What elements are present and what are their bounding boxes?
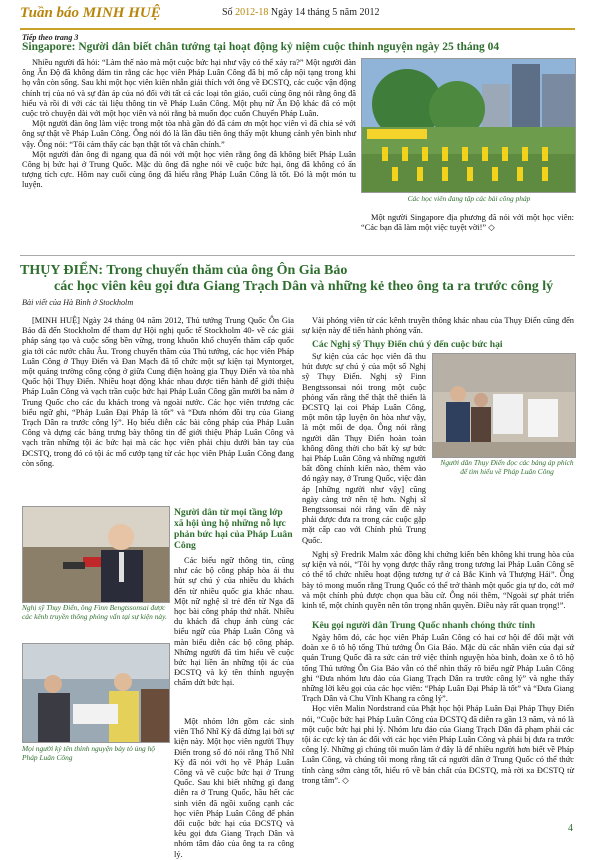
practice-photo: [361, 58, 576, 193]
article2-awaken-text: Ngày hôm đó, các học viên Pháp Luân Công có hai cơ hội để đối mặt với đoàn xe ô tô hộ tống Thủ tướng Ôn Gia Bảo. Mặc dù các nhân viên của đại sứ quán Trung Quốc đã ra sức cản trở việc thỉnh nguyện hòa bình, đoàn xe ô tô hộ tống Thủ tướng Ôn Gia Bảo vẫn có thể nhìn thấy rõ biểu ngữ Pháp Luân Công ghi “Đưa nhóm lưu đảo của Giang Trạch Dân ra trước công lý” và nghe thấy những lời kêu gọi của các học viên: “Pháp Luân Đại Pháp là tốt” và “Đưa Giang Trạch Dân và Chu Vĩnh Khang ra công lý”. Học viên Malin Nordstrand của Phật học hội Pháp Luân Đại Pháp Thụy Điển nói, “Cuộc bức hại Pháp Luân Công của ĐCSTQ đã diễn ra gần 13 năm, và nó là một cuộc bức hại phi lý. Nhóm lưu đảo của Giang Trạch Dân đã phạm phải các tội ác cực kỳ tàn ác đối với các học viên Pháp Luân Công và phải bị đưa ra trước công lý. Những gì chúng tôi muốn làm ở đây là để nhiều người hơn biết về Pháp Luân Công, và chúng tôi mong rằng tất cả người dân ở Trung Quốc có thể thức tỉnh càng sớm càng tốt, hiểu rõ về bản chất của ĐCSTQ, mà rời xa ĐCSTQ từ trong tâm”. ◇: [302, 633, 574, 785]
article2-headline-line1: THỤY ĐIỂN: Trong chuyến thăm của ông Ôn Gia Bảo: [20, 263, 348, 278]
issue-date: Ngày 14 tháng 5 năm 2012: [268, 7, 380, 18]
issue-number: 2012-18: [235, 7, 269, 18]
page-number: 4: [568, 823, 573, 834]
article2-mps-text: Sự kiện của các học viên đã thu hút được sự chú ý của một số Nghị sỹ Thụy Điển. Nghị sỹ Finn Bengtssonsai nói trong một cuộc phỏng vấn rằng thế thật thê thiến là ĐCSTQ lại coi Pháp Luân Công, một môn tập luyện ôn hòa như vậy, là một mối đe dọa. Ông nói rằng người dân Thụy Điển hoàn toàn không đồng thời cho bất kỳ sự bức hại Pháp Luân Công và những người bất đồng chính kiến nào, thêm vào đó ngày nay, ở Trung Quốc, việc đàn áp [những người như vậy] cũng ngày càng trở nên tệ hơn. Nghị sĩ Bengtssonsai nói rằng vấn đề này phải được đưa ra trong các cuộc gặp mặt cấp cao với Chính phủ Trung Quốc.: [302, 352, 426, 545]
posters-caption: Người dân Thụy Điển đọc các bảng áp phích để tìm hiểu về Pháp Luân Công: [440, 458, 574, 476]
article2-paragraph: [MINH HUỆ] Ngày 24 tháng 04 năm 2012, Thủ tướng Trung Quốc Ôn Gia Bảo đã đến Stockholm để tham dự Hội nghị quốc tế Stockholm 40- về các giải pháp sáng tạo và cuộc sống bền vững, trong khuôn khổ chuyến thăm cấp quốc gia tới các nước châu Âu. Trong chuyến thăm của Thủ tướng, các học viên Pháp Luân Công ở Thụy Điển và Đan Mạch đã tổ chức một sự kiện tại Myntorget, một quảng trường công cộng ở giữa Cung điện hoàng gia Thụy Điển và tòa nhà Quốc hội Thụy Điển. Nhiều hoạt động khác nhau được tiến hành để giới thiệu Pháp Luân Công và vạch trần cuộc bức hại Pháp Luân Công gần mười ba năm ở Trung Quốc cho các du khách trong và ngoài nước. Các học viên trương các biểu ngữ ghi, “Pháp Luân Đại Pháp là tốt” và “Đưa nhóm đồi trụ của Giang Trạch Dân ra trước công lý”. Họ biểu diễn các bài công pháp của Pháp Luân Công và dựng các bảng trưng bày thông tin để giới thiệu Pháp Luân Công và vạch trần những tội ác bức hại mà các học viên phải chịu dưới bàn tay của ĐCSTQ, trong đó có tội ác mổ cướp tạng từ các học viên Pháp Luân Công đang còn sống.: [22, 316, 294, 468]
practice-photo-caption: Các học viên đang tập các bài công pháp: [407, 194, 531, 203]
article2-headline-line2: các học viên kêu gọi đưa Giang Trạch Dân và những kẻ theo ông ta ra trước công lý: [54, 279, 554, 294]
article1-headline: Singapore: Người dân biết chân tướng tại hoạt động kỷ niệm cuộc thỉnh nguyện ngày 25 tháng 04: [22, 41, 500, 53]
article1-paragraph: Một người đàn ông đi ngang qua đã nói với một học viên rằng ông đã không biết Pháp Luân Công bị bức hại ở Trung Quốc. Mặc dù ông đã nghe nói về cuộc bức hại, ông đã không có ấn tượng tích cực. Hôm nay cuối cùng ông đã hiểu rằng Pháp Luân Công là tốt. Đó là một món tu luyện.: [22, 149, 356, 190]
article2-intro: [22, 316, 294, 469]
issue-label: Số: [222, 7, 236, 18]
mp-interview-photo: [22, 506, 170, 603]
article2-media-text: Vài phóng viên từ các kênh truyền thông khác nhau của Thụy Điển cũng đến sự kiện này để tiến hành phỏng vấn.: [302, 316, 574, 336]
article2-malm-text: Nghị sỹ Fredrik Malm xác đồng khi chứng kiến bên không khi trung hòa của sự kiện và nói, “Tôi hy vọng được thấy rằng trong tương lai Pháp Luân Công sẽ có thể tổ chức nhiều hoạt động tương tự ở cả Bắc Kinh và Thượng Hải”. Ông bày tỏ mong muốn rằng Trung Quốc có thể trở thành một quốc gia tự do, cởi mở và một chính phủ được chọn qua bầu cử. Ông nói thêm, “Ngoài sự phát triển kinh tế, một chính quyền nên tôn trọng nhân quyền. Điều này rất quan trọng!”.: [302, 550, 574, 611]
posters-photo: [432, 353, 576, 458]
article2-students-text: Một nhóm lớn gồm các sinh viên Thổ Nhĩ Kỳ đã dừng lại bởi sự kiện này. Một học viên người Thụy Điển trong số đó nói rằng Thổ Nhĩ Kỳ đã nói với họ về Pháp Luân Công và về cuộc bức hại ở Trung Quốc. Sau khi biết những gì đang diễn ra ở Trung Quốc, hầu hết các sinh viên đã ngồi xuống cạnh các học viên Pháp Luân Công để phản đối cuộc bức hại của ĐCSTQ và kêu gọi đưa Giang Trạch Dân và nhóm tâm đảo của ông ta ra công lý.: [174, 717, 294, 859]
continued-note: Tiếp theo trang 3: [22, 33, 79, 42]
petition-caption: Mọi người ký tên thỉnh nguyện bày tỏ ủng hộ Pháp Luân Công: [22, 744, 155, 762]
article2-subhead-support: Người dân từ mọi tầng lớp xã hội ủng hộ những nỗ lực phản bức hại của Pháp Luân Công: [174, 507, 293, 551]
article-divider: [20, 255, 575, 256]
newsletter-title: Tuần báo MINH HUỆ: [20, 5, 161, 21]
header-divider: [20, 28, 575, 30]
article2-byline: Bài viết của Hà Bình ở Stockholm: [22, 298, 134, 307]
newsletter-brand: MINH HUỆ: [82, 5, 161, 21]
article1-side-text: Một người Singapore địa phương đã nói với một học viên: “Các bạn đã làm một việc tuyệt vời!” ◇: [361, 213, 574, 233]
issue-info: [222, 7, 380, 18]
article2-support-text: Các biểu ngữ thông tin, cũng như các bộ công pháp hòa ái thu hút sự chú ý của nhiều du khách đến từ nhiều quốc gia khác nhau. Một nữ nghệ sĩ trẻ đến từ Nga đã học bài công pháp thứ nhất. Nhiều du khách đã chụp ảnh cùng các biểu ngữ của Pháp Luân Công và màn biểu diễn các bộ công pháp. Những người đã tìm hiểu về cuộc bức hại liền ăn những tội ác của ĐCSTQ và ký tên thỉnh nguyện chấm dứt bức hại.: [174, 556, 294, 688]
article1-paragraph: Nhiều người đã hỏi: “Làm thế nào mà một cuộc bức hại như vậy có thể xảy ra?” Một người đàn ông Ấn Độ đã không dám tin rằng các học viên Pháp Luân Công đã bị mổ cắp nội tạng trong khi họ vẫn còn sống. Sau khi một học viên kiên nhẫn giải thích với ông về ĐCSTQ, các cuộc vận động chính trị của nó và sự đàn áp của nó đối với tất cả các loại tôn giáo, cuối cùng ông nói rằng ông đã hiểu và rồi đi với các tài liệu thông tin về Pháp Luân Công. Một phụ nữ Ấn Độ khác đã có một cuộc trò chuyện dài với một học viên và nói rằng bà muốn đọc cuốn Chuyển Pháp Luân.: [22, 58, 356, 119]
article2-subhead-awaken: Kêu gọi người dân Trung Quốc nhanh chóng thức tỉnh: [312, 620, 536, 631]
article1-paragraph: Một người đàn ông làm việc trong một tòa nhà gần đó đã cảm ơn một học viên vì đã chia sẻ với ông sự thật về Pháp Luân Công. Ông nói đó là lần đầu tiên ông thấy một khung cảnh yên bình như vậy. Ông nói: “Tôi cảm thấy các bạn thật tốt và chân chính.”: [22, 119, 356, 149]
petition-photo: [22, 643, 170, 743]
article2-subhead-mps: Các Nghị sỹ Thụy Điển chú ý đến cuộc bức hại: [312, 339, 503, 350]
mp-interview-caption: Nghị sỹ Thụy Điển, ông Finn Bengtssonsai được các kênh truyền thông phỏng vấn tại sự kiện này.: [22, 603, 167, 621]
article1-body: [22, 58, 356, 191]
